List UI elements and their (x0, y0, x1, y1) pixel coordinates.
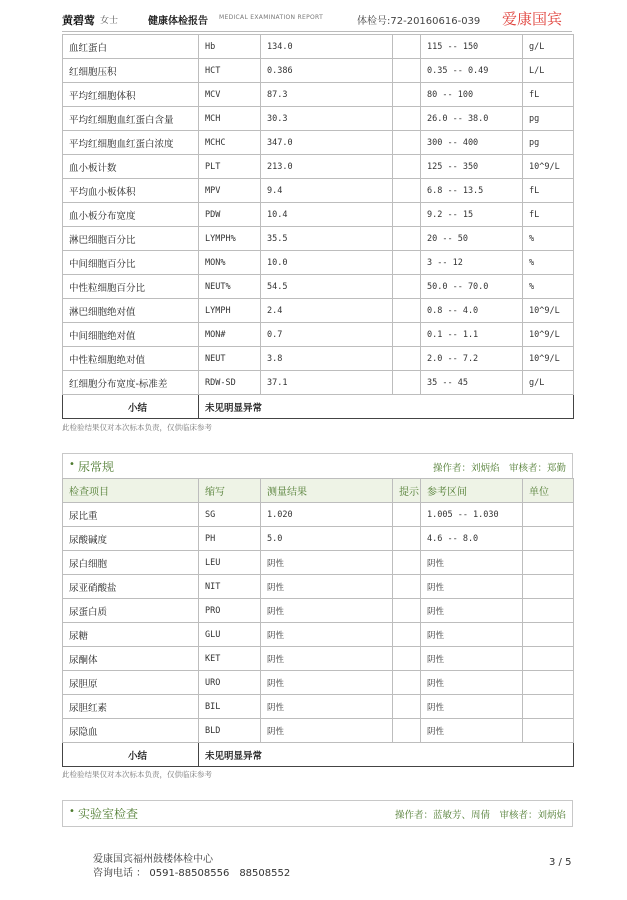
item-result: 阴性 (261, 647, 393, 671)
table-row (63, 203, 574, 227)
item-name: 中间细胞绝对值 (63, 323, 199, 347)
footer-phone: 咨询电话 ： 0591-88508556 88508552 (93, 868, 291, 879)
item-flag (393, 59, 421, 83)
item-result: 阴性 (261, 551, 393, 575)
item-name: 中性粒细胞绝对值 (63, 347, 199, 371)
col-header-flag: 提示 (393, 479, 421, 503)
item-abbr: LEU (199, 551, 261, 575)
item-name: 红细胞压积 (63, 59, 199, 83)
item-result: 10.4 (261, 203, 393, 227)
item-unit (523, 551, 574, 575)
table-row (63, 527, 574, 551)
urine-summary-value: 未见明显异常 (199, 743, 574, 767)
item-flag (393, 299, 421, 323)
urine-section-header (62, 453, 573, 480)
item-flag (393, 527, 421, 551)
item-name: 尿白细胞 (63, 551, 199, 575)
item-flag (393, 599, 421, 623)
table-row (63, 107, 574, 131)
urine-table-header (63, 479, 574, 503)
item-range: 4.6 -- 8.0 (421, 527, 523, 551)
item-range: 0.8 -- 4.0 (421, 299, 523, 323)
blood-table-body (63, 35, 574, 395)
item-result: 阴性 (261, 623, 393, 647)
item-flag (393, 35, 421, 59)
item-name: 尿亚硝酸盐 (63, 575, 199, 599)
item-range: 阴性 (421, 695, 523, 719)
item-abbr: MON% (199, 251, 261, 275)
item-result: 3.8 (261, 347, 393, 371)
item-name: 平均红细胞血红蛋白含量 (63, 107, 199, 131)
brand-logo-text: 爱康国宾 (502, 10, 563, 28)
item-range: 阴性 (421, 599, 523, 623)
item-range: 0.35 -- 0.49 (421, 59, 523, 83)
urine-section-title: 尿常规 (78, 460, 115, 474)
table-row (63, 719, 574, 743)
item-unit (523, 599, 574, 623)
lab-section-title: 实验室检查 (78, 807, 139, 821)
item-name: 尿比重 (63, 503, 199, 527)
table-row (63, 371, 574, 395)
item-flag (393, 623, 421, 647)
item-range: 阴性 (421, 623, 523, 647)
lab-operator: 操作者：蓝敏芳、周倩 审核者：刘炳焰 (394, 810, 566, 821)
col-header-result: 测量结果 (261, 479, 393, 503)
item-flag (393, 719, 421, 743)
item-unit: 10^9/L (523, 347, 574, 371)
col-header-item: 检查项目 (63, 479, 199, 503)
item-abbr: URO (199, 671, 261, 695)
item-range: 26.0 -- 38.0 (421, 107, 523, 131)
item-abbr: BIL (199, 695, 261, 719)
item-name: 尿蛋白质 (63, 599, 199, 623)
item-range: 50.0 -- 70.0 (421, 275, 523, 299)
item-range: 0.1 -- 1.1 (421, 323, 523, 347)
item-abbr: MPV (199, 179, 261, 203)
table-row (63, 59, 574, 83)
item-result: 35.5 (261, 227, 393, 251)
item-flag (393, 347, 421, 371)
item-name: 平均红细胞体积 (63, 83, 199, 107)
table-row (63, 299, 574, 323)
item-unit (523, 575, 574, 599)
item-flag (393, 371, 421, 395)
item-name: 红细胞分布宽度-标准差 (63, 371, 199, 395)
item-flag (393, 647, 421, 671)
table-row (63, 83, 574, 107)
item-name: 淋巴细胞绝对值 (63, 299, 199, 323)
report-subtitle: MEDICAL EXAMINATION REPORT (219, 14, 324, 21)
item-range: 9.2 -- 15 (421, 203, 523, 227)
item-flag (393, 179, 421, 203)
item-flag (393, 575, 421, 599)
item-unit: fL (523, 179, 574, 203)
item-unit (523, 647, 574, 671)
item-name: 尿隐血 (63, 719, 199, 743)
blood-summary-label: 小结 (63, 395, 199, 419)
item-unit: g/L (523, 371, 574, 395)
table-row (63, 599, 574, 623)
report-title: 健康体检报告 (148, 16, 208, 27)
table-row (63, 647, 574, 671)
item-result: 0.7 (261, 323, 393, 347)
table-row (63, 503, 574, 527)
item-result: 阴性 (261, 575, 393, 599)
item-name: 尿胆红素 (63, 695, 199, 719)
table-row (63, 323, 574, 347)
item-range: 125 -- 350 (421, 155, 523, 179)
item-range: 20 -- 50 (421, 227, 523, 251)
item-unit: pg (523, 107, 574, 131)
urine-table-body (63, 503, 574, 743)
item-range: 1.005 -- 1.030 (421, 503, 523, 527)
item-abbr: NEUT (199, 347, 261, 371)
urine-operator: 操作者：刘炳焰 审核者：郑勤 (432, 463, 566, 474)
item-unit (523, 671, 574, 695)
item-result: 阴性 (261, 599, 393, 623)
table-row (63, 155, 574, 179)
lab-section-header (62, 800, 573, 827)
item-unit: % (523, 251, 574, 275)
blood-summary-value: 未见明显异常 (199, 395, 574, 419)
item-flag (393, 131, 421, 155)
item-flag (393, 275, 421, 299)
table-row (63, 275, 574, 299)
urine-note: 此检验结果仅对本次标本负责，仅供临床参考 (62, 770, 212, 779)
item-name: 尿糖 (63, 623, 199, 647)
table-row (63, 35, 574, 59)
item-unit: 10^9/L (523, 155, 574, 179)
item-abbr: RDW-SD (199, 371, 261, 395)
item-unit: fL (523, 83, 574, 107)
item-flag (393, 155, 421, 179)
table-row (63, 623, 574, 647)
item-abbr: SG (199, 503, 261, 527)
item-name: 平均红细胞血红蛋白浓度 (63, 131, 199, 155)
item-range: 300 -- 400 (421, 131, 523, 155)
blood-summary-row (63, 395, 574, 419)
item-flag (393, 83, 421, 107)
item-result: 阴性 (261, 695, 393, 719)
item-name: 中间细胞百分比 (63, 251, 199, 275)
item-abbr: LYMPH (199, 299, 261, 323)
item-abbr: MCV (199, 83, 261, 107)
table-row (63, 227, 574, 251)
item-unit (523, 503, 574, 527)
table-row (63, 575, 574, 599)
item-unit: 10^9/L (523, 299, 574, 323)
item-name: 血红蛋白 (63, 35, 199, 59)
patient-gender: 女士 (100, 16, 119, 26)
col-header-abbr: 缩写 (199, 479, 261, 503)
item-range: 80 -- 100 (421, 83, 523, 107)
item-unit: g/L (523, 35, 574, 59)
item-result: 0.386 (261, 59, 393, 83)
item-abbr: NEUT% (199, 275, 261, 299)
item-result: 213.0 (261, 155, 393, 179)
item-name: 血小板分布宽度 (63, 203, 199, 227)
item-abbr: NIT (199, 575, 261, 599)
page-number: 3 / 5 (549, 857, 572, 868)
item-flag (393, 551, 421, 575)
item-result: 54.5 (261, 275, 393, 299)
item-unit (523, 719, 574, 743)
exam-number: 体检号:72-20160616-039 (357, 16, 481, 27)
item-abbr: GLU (199, 623, 261, 647)
item-abbr: MCHC (199, 131, 261, 155)
item-range: 6.8 -- 13.5 (421, 179, 523, 203)
item-flag (393, 251, 421, 275)
item-name: 血小板计数 (63, 155, 199, 179)
header-divider (62, 31, 572, 32)
item-range: 2.0 -- 7.2 (421, 347, 523, 371)
item-abbr: HCT (199, 59, 261, 83)
item-unit: L/L (523, 59, 574, 83)
blood-note: 此检验结果仅对本次标本负责，仅供临床参考 (62, 423, 212, 432)
item-range: 35 -- 45 (421, 371, 523, 395)
item-unit (523, 527, 574, 551)
item-result: 134.0 (261, 35, 393, 59)
item-abbr: PH (199, 527, 261, 551)
item-result: 阴性 (261, 671, 393, 695)
table-row (63, 671, 574, 695)
patient-name: 黄碧莺 (62, 14, 95, 27)
item-result: 2.4 (261, 299, 393, 323)
table-row (63, 347, 574, 371)
item-range: 阴性 (421, 575, 523, 599)
item-abbr: LYMPH% (199, 227, 261, 251)
item-result: 347.0 (261, 131, 393, 155)
col-header-range: 参考区间 (421, 479, 523, 503)
blood-table (62, 34, 574, 419)
item-flag (393, 671, 421, 695)
item-name: 尿酮体 (63, 647, 199, 671)
item-result: 1.020 (261, 503, 393, 527)
item-flag (393, 695, 421, 719)
item-abbr: PDW (199, 203, 261, 227)
item-result: 30.3 (261, 107, 393, 131)
item-unit (523, 623, 574, 647)
table-row (63, 179, 574, 203)
item-name: 淋巴细胞百分比 (63, 227, 199, 251)
item-unit: fL (523, 203, 574, 227)
item-name: 中性粒细胞百分比 (63, 275, 199, 299)
item-result: 87.3 (261, 83, 393, 107)
item-unit: pg (523, 131, 574, 155)
item-range: 115 -- 150 (421, 35, 523, 59)
item-result: 5.0 (261, 527, 393, 551)
item-abbr: PRO (199, 599, 261, 623)
item-abbr: MCH (199, 107, 261, 131)
table-row (63, 695, 574, 719)
item-flag (393, 227, 421, 251)
urine-summary-row (63, 743, 574, 767)
item-abbr: MON# (199, 323, 261, 347)
item-result: 阴性 (261, 719, 393, 743)
item-flag (393, 107, 421, 131)
item-abbr: Hb (199, 35, 261, 59)
item-range: 阴性 (421, 647, 523, 671)
item-unit: % (523, 227, 574, 251)
item-name: 尿胆原 (63, 671, 199, 695)
bullet-icon: • (69, 806, 75, 817)
item-result: 10.0 (261, 251, 393, 275)
footer-center-name: 爱康国宾福州鼓楼体检中心 (93, 854, 213, 865)
item-flag (393, 323, 421, 347)
item-flag (393, 203, 421, 227)
item-unit: % (523, 275, 574, 299)
item-name: 尿酸碱度 (63, 527, 199, 551)
table-row (63, 551, 574, 575)
item-range: 阴性 (421, 719, 523, 743)
urine-summary-label: 小结 (63, 743, 199, 767)
item-abbr: KET (199, 647, 261, 671)
item-abbr: BLD (199, 719, 261, 743)
item-result: 9.4 (261, 179, 393, 203)
item-name: 平均血小板体积 (63, 179, 199, 203)
table-row (63, 131, 574, 155)
col-header-unit: 单位 (523, 479, 574, 503)
item-unit: 10^9/L (523, 323, 574, 347)
item-range: 阴性 (421, 551, 523, 575)
item-range: 阴性 (421, 671, 523, 695)
item-unit (523, 695, 574, 719)
item-flag (393, 503, 421, 527)
item-abbr: PLT (199, 155, 261, 179)
bullet-icon: • (69, 459, 75, 470)
report-header (62, 8, 572, 30)
item-result: 37.1 (261, 371, 393, 395)
item-range: 3 -- 12 (421, 251, 523, 275)
table-row (63, 251, 574, 275)
urine-table (62, 478, 574, 767)
